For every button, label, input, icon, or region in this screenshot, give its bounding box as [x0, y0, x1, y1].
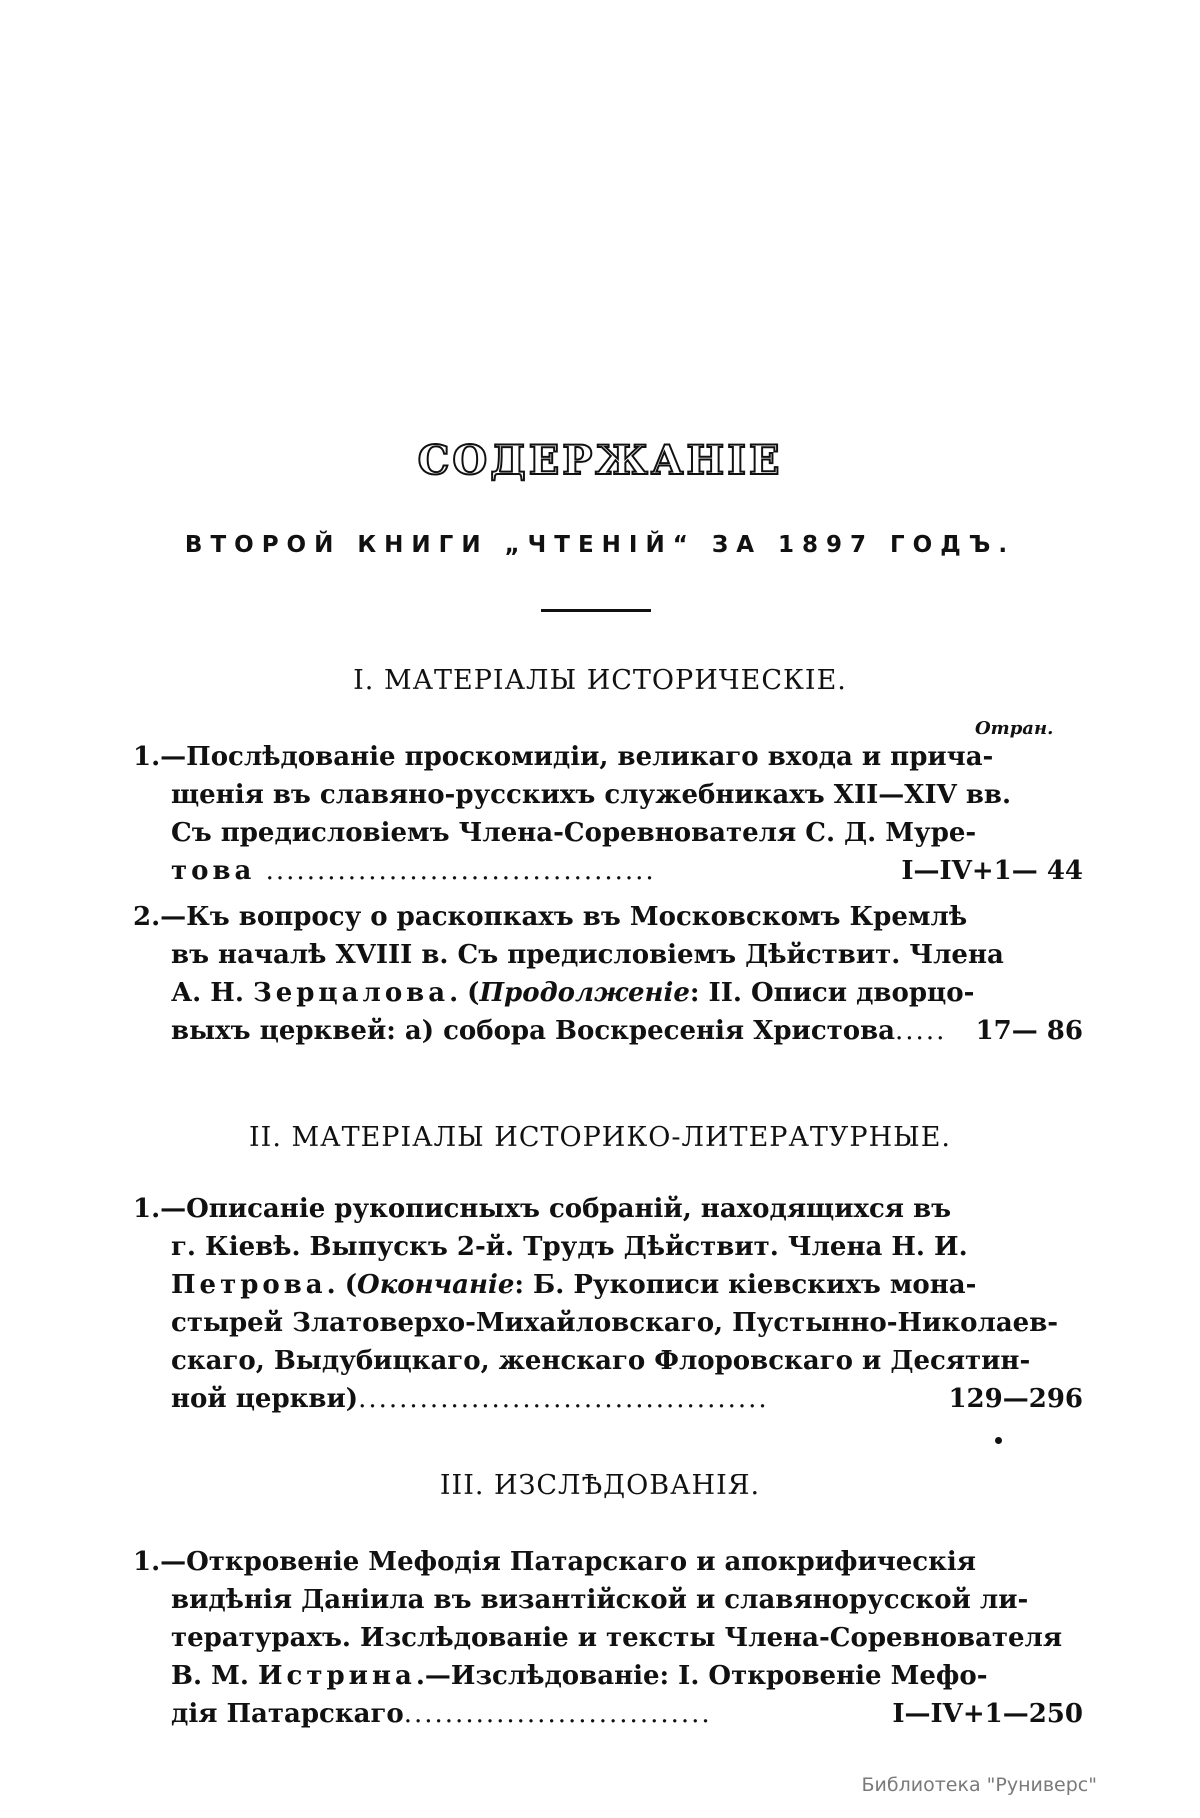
toc-entry — [133, 1545, 1083, 1745]
page-range: I—IV+1—250 — [892, 1699, 1083, 1729]
entry-last-line — [171, 854, 656, 888]
author-name: Истрина — [257, 1661, 416, 1691]
section-heading-2: II. МАТЕРІАЛЫ ИСТОРИКО-ЛИТЕРАТУРНЫЕ. — [249, 1122, 951, 1153]
entry-text: А. Н. — [171, 978, 253, 1008]
entry-text: выхъ церквей: а) собора Воскресенія Христова — [171, 1016, 896, 1046]
leader-dots: ...................................... — [255, 856, 656, 886]
page-title: СОДЕРЖАНІЕ — [417, 437, 783, 484]
entry-line: 1.—Описаніе рукописныхъ собраній, находящихся въ — [133, 1194, 952, 1224]
entry-line: г. Кіевѣ. Выпускъ 2-й. Трудъ Дѣйствит. Члена Н. И. — [171, 1232, 968, 1262]
entry-last-line — [171, 1697, 712, 1731]
entry-text: : Б. Рукописи кіевскихъ мона- — [514, 1270, 977, 1300]
leader-dots: ..... — [895, 1016, 947, 1046]
entry-line: стырей Златоверхо-Михайловскаго, Пустынно-Николаев- — [171, 1308, 1059, 1338]
entry-text: ной церкви) — [171, 1384, 359, 1414]
entry-line — [171, 1268, 976, 1302]
leader-dots: ........................................ — [358, 1384, 769, 1414]
entry-text: това — [171, 856, 256, 886]
entry-line: 1.—Послѣдованіе проскомидіи, великаго входа и прича- — [133, 742, 994, 772]
entry-line: скаго, Выдубицкаго, женскаго Флоровскаго и Десятин- — [171, 1346, 1031, 1376]
section-heading-1: I. МАТЕРІАЛЫ ИСТОРИЧЕСКІЕ. — [353, 665, 847, 696]
entry-line: въ началѣ XVIII в. Съ предисловіемъ Дѣйствит. Члена — [171, 940, 1004, 970]
page-subtitle: ВТОРОЙ КНИГИ „ЧТЕНІЙ“ ЗА 1897 ГОДЪ. — [184, 532, 1016, 558]
section-heading-3: III. ИЗСЛѢДОВАНІЯ. — [439, 1470, 761, 1501]
entry-last-line — [171, 1014, 946, 1048]
page-range: I—IV+1— 44 — [901, 856, 1083, 886]
toc-entry — [133, 1192, 1083, 1432]
ink-mark — [995, 1437, 1002, 1444]
page-range: 17— 86 — [975, 1016, 1083, 1046]
leader-dots: .............................. — [403, 1699, 712, 1729]
entry-text: . ( — [326, 1270, 358, 1300]
entry-line: 2.—Къ вопросу о раскопкахъ въ Московскомъ Кремлѣ — [133, 902, 968, 932]
toc-entry — [133, 740, 1083, 900]
entry-text: дія Патарскаго — [171, 1699, 404, 1729]
entry-italic: Окончаніе — [357, 1270, 515, 1300]
entry-text: В. М. — [171, 1661, 258, 1691]
entry-text: .—Изслѣдованіе: I. Откровеніе Мефо- — [415, 1661, 988, 1691]
page-range: 129—296 — [948, 1384, 1083, 1414]
author-name: Зерцалова — [252, 978, 450, 1008]
entry-last-line — [171, 1382, 769, 1416]
toc-entry — [133, 900, 1083, 1060]
entry-line — [171, 1659, 988, 1693]
entry-line: Съ предисловіемъ Члена-Соревнователя С. Д. Муре- — [171, 818, 977, 848]
entry-line: видѣнія Даніила въ византійской и славянорусской ли- — [171, 1585, 1029, 1615]
author-name: Петрова — [171, 1270, 327, 1300]
pages-column-label: Отран. — [975, 718, 1054, 739]
entry-line: щенія въ славяно-русскихъ служебникахъ XII—XIV вв. — [171, 780, 1012, 810]
entry-line: 1.—Откровеніе Мефодія Патарскаго и апокрифическія — [133, 1547, 976, 1577]
library-watermark: Библиотека "Руниверс" — [861, 1774, 1097, 1796]
entry-text: : II. Описи дворцо- — [689, 978, 975, 1008]
divider — [541, 609, 651, 612]
entry-italic: Продолженіе — [479, 978, 690, 1008]
entry-line — [171, 976, 974, 1010]
entry-line: тературахъ. Изслѣдованіе и тексты Члена-Соревнователя — [171, 1623, 1063, 1653]
entry-text: . ( — [449, 978, 480, 1008]
